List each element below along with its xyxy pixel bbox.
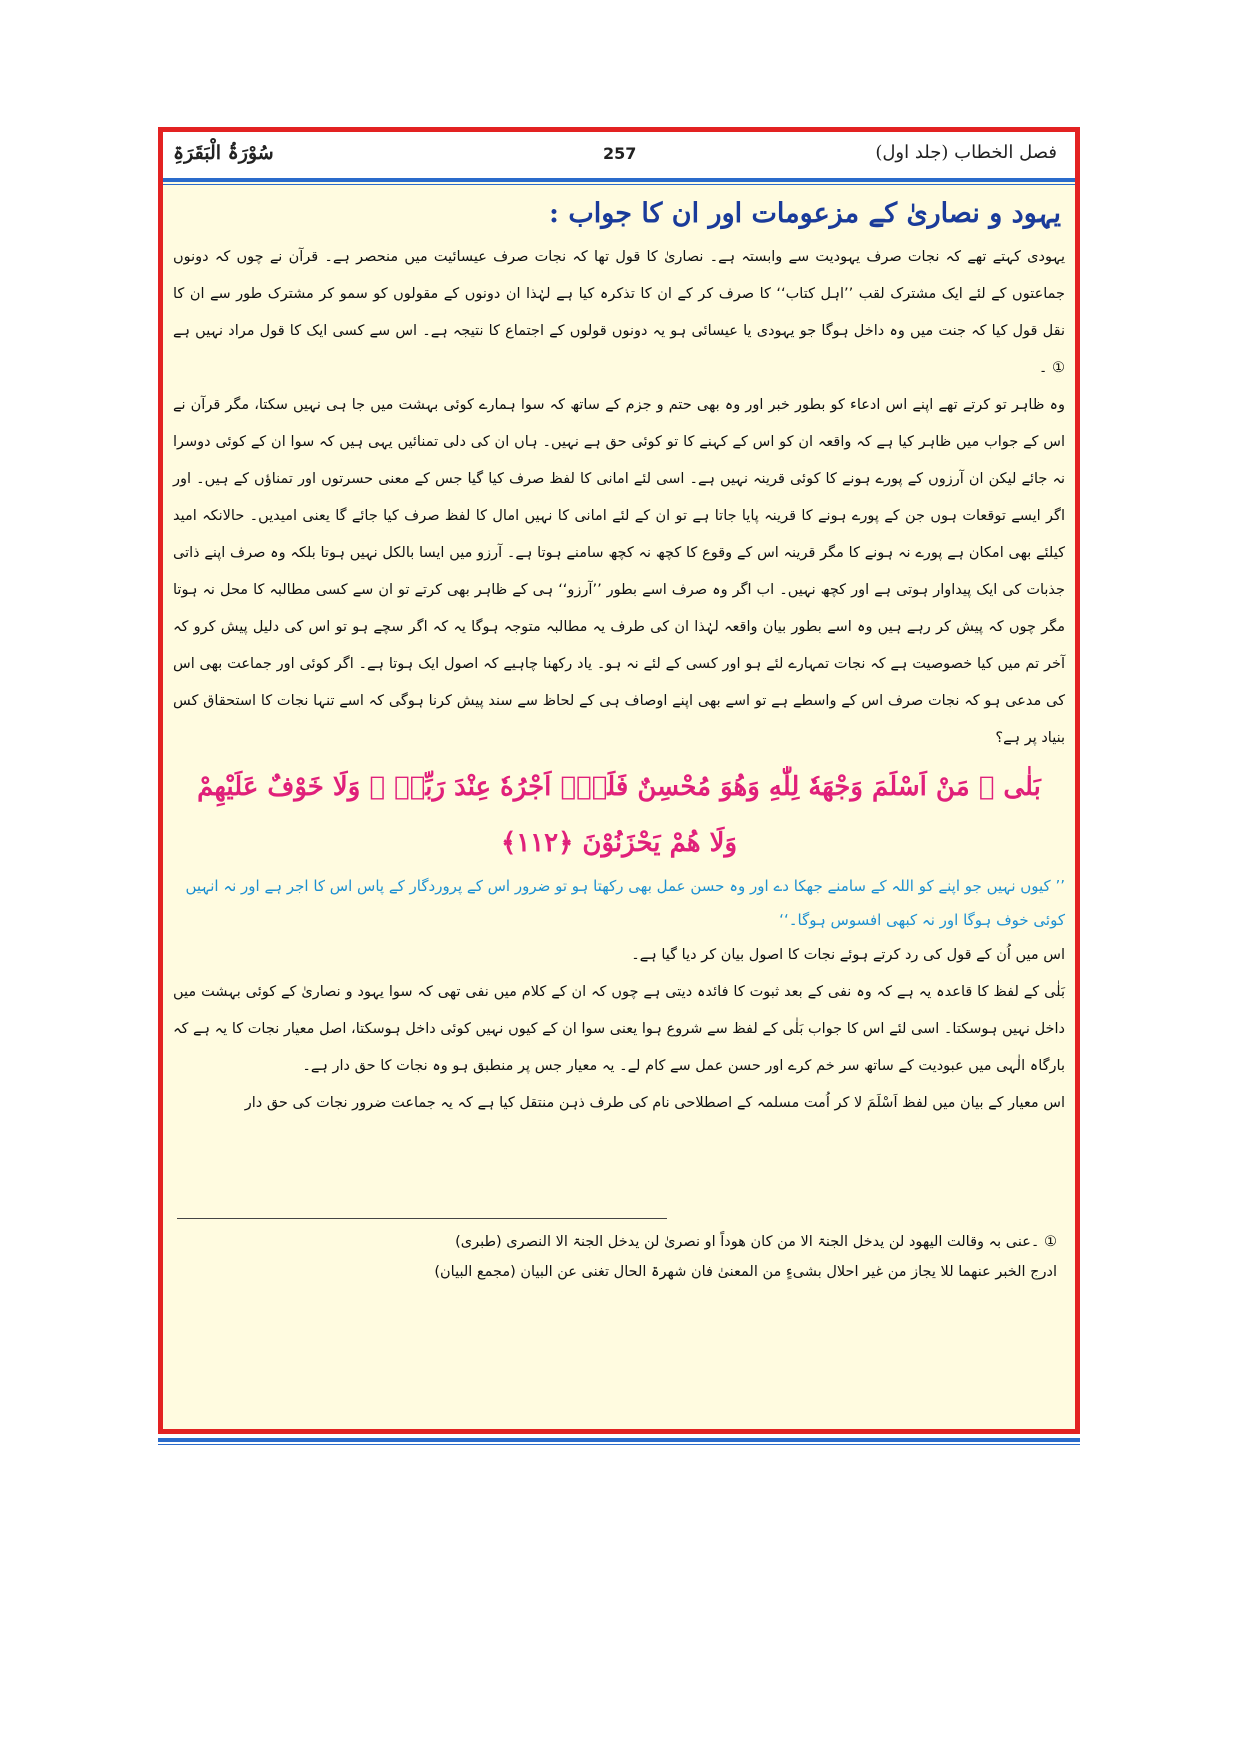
footnote-divider <box>177 1218 667 1219</box>
footnote: ادرج الخبر عنھما للا یجاز من غیر احلال بشیءٍ من المعنیٰ فان شھرۃ الحال تغنی عن البیان (مجمع البیان) <box>434 1264 1057 1280</box>
quran-verse-line-2: وَلَا هُمْ يَحْزَنُوْنَ ﴿١١٢﴾ <box>500 828 738 858</box>
footnotes <box>181 1227 1057 1287</box>
paragraph: یہودی کہتے تھے کہ نجات صرف یہودیت سے وابستہ ہے۔ نصاریٰ کا قول تھا کہ نجات صرف عیسائیت میں منحصر ہے۔ قرآن نے چوں کہ دونوں جماعتوں کے لئے ایک مشترک لقب ’’اہل کتاب‘‘ کا صرف کر کے ان کا تذکرہ کیا ہے لہٰذا ان دونوں کے مقولوں کو سمو کر مشترک طور سے ان کا نقل قول کیا کہ جنت میں وہ داخل ہوگا جو یہودی یا عیسائی ہو یہ دونوں قولوں کے اجتماع کا نتیجہ ہے۔ اس سے کسی ایک کا قول مراد نہیں ہے ① ۔ <box>173 249 1065 376</box>
page-header <box>163 132 1075 178</box>
section-heading: یہود و نصاریٰ کے مزعومات اور ان کا جواب : <box>549 198 1061 229</box>
page-body <box>173 192 1065 1122</box>
page-frame <box>158 127 1080 1434</box>
paragraph: اس میں اُن کے قول کی رد کرتے ہوئے نجات کا اصول بیان کر دیا گیا ہے۔ <box>631 947 1065 963</box>
paragraph: اس معیار کے بیان میں لفظ اَسْلَمَ لا کر اُمت مسلمہ کے اصطلاحی نام کی طرف ذہن منتقل کیا ہے کہ یہ جماعت ضرور نجات کی حق دار <box>244 1095 1065 1111</box>
footer-rule-thin <box>158 1444 1080 1445</box>
surah-name: سُوْرَۃُ الْبَقَرَۃِ <box>173 142 274 164</box>
footnote: ① ۔عنی بہ وقالت الیھود لن یدخل الجنۃ الا من کان ھوداً او نصریٰ لن یدخل الجنۃ الا النصری (طبری) <box>455 1234 1057 1250</box>
quran-verse-line-1: بَلٰی ۚ مَنْ اَسْلَمَ وَجْهَهٗ لِلّٰهِ وَهُوَ مُحْسِنٌ فَلَهٗۤ اَجْرُهٗ عِنْدَ رَبِّهٖ ۠ وَلَا خَوْفٌ عَلَيْهِمْ <box>197 772 1041 802</box>
paragraph: بَلٰی کے لفظ کا قاعدہ یہ ہے کہ وہ نفی کے بعد ثبوت کا فائدہ دیتی ہے چوں کہ ان کے کلام میں نفی تھی کہ سوا یہود و نصاریٰ کے کوئی بہشت میں داخل نہیں ہوسکتا۔ اسی لئے اس کا جواب بَلٰی کے لفظ سے شروع ہوا یعنی سوا ان کے کیوں نہیں کوئی داخل ہوسکتا، اصل معیار نجات کا یہ ہے کہ بارگاہ الٰہی میں عبودیت کے ساتھ سر خم کرے اور حسن عمل سے کام لے۔ یہ معیار جس پر منطبق ہو وہ نجات کا حق دار ہے۔ <box>173 984 1065 1074</box>
paragraph: وہ ظاہر تو کرتے تھے اپنے اس ادعاء کو بطور خبر اور وہ بھی حتم و جزم کے ساتھ کہ سوا ہمارے کوئی بہشت میں جا ہی نہیں سکتا، مگر قرآن نے اس کے جواب میں ظاہر کیا ہے کہ واقعہ ان کو اس کے کہنے کا تو کوئی حق ہے نہیں۔ ہاں ان کی دلی تمنائیں یہی ہیں کہ سوا ان کے کوئی دوسرا نہ جائے لیکن ان آرزوں کے پورے ہونے کا کوئی قرینہ نہیں ہے۔ اسی لئے امانی کا لفظ صرف کیا گیا جس کے معنی حسرتوں اور تمناؤں کے ہیں۔ اور اگر ایسے توقعات ہوں جن کے پورے ہونے کا قرینہ پایا جاتا ہے تو ان کے لئے امانی کا نہیں امال کا لفظ صرف کیا جائے گا یعنی امیدیں۔ حالانکہ امید کیلئے بھی امکان ہے پورے نہ ہونے کا مگر قرینہ اس کے وقوع کا کچھ نہ کچھ سامنے ہوتا ہے۔ آرزو میں ایسا بالکل نہیں ہوتا بلکہ وہ صرف اپنے ذاتی جذبات کی ایک پیداوار ہوتی ہے اور کچھ نہیں۔ اب اگر وہ صرف اسے بطور ’’آرزو‘‘ ہی کے ظاہر بھی کرتے تو ان سے کسی مطالبہ کا محل نہ ہوتا مگر چوں کہ پیش کر رہے ہیں وہ اسے بطور بیان واقعہ لہٰذا ان کی طرف یہ مطالبہ متوجہ ہوگا یہ کہ اگر سچے ہو تو اس کی دلیل پیش کرو کہ آخر تم میں کیا خصوصیت ہے کہ نجات تمہارے لئے ہو اور کسی کے لئے نہ ہو۔ یاد رکھنا چاہیے کہ اصول ایک ہوتا ہے۔ اگر کوئی اور جماعت بھی اس کی مدعی ہو کہ نجات صرف اس کے واسطے ہے تو اسے بھی اپنے اوصاف ہی کے لحاظ سے سند پیش کرنا ہوگی کہ اسے تنہا نجات کا استحقاق کس بنیاد پر ہے؟ <box>173 397 1065 746</box>
page-number: 257 <box>603 144 637 163</box>
header-rule-thin <box>163 184 1075 185</box>
verse-translation: ’’ کیوں نہیں جو اپنے کو اللہ کے سامنے جھکا دے اور وہ حسن عمل بھی رکھتا ہو تو ضرور اس کے پروردگار کے پاس اس کا اجر ہے اور نہ انہیں کوئی خوف ہوگا اور نہ کبھی افسوس ہوگا۔‘‘ <box>185 877 1065 929</box>
header-rule <box>163 178 1075 182</box>
book-title: فصل الخطاب (جلد اول) <box>875 142 1057 163</box>
footer-rule <box>158 1438 1080 1442</box>
